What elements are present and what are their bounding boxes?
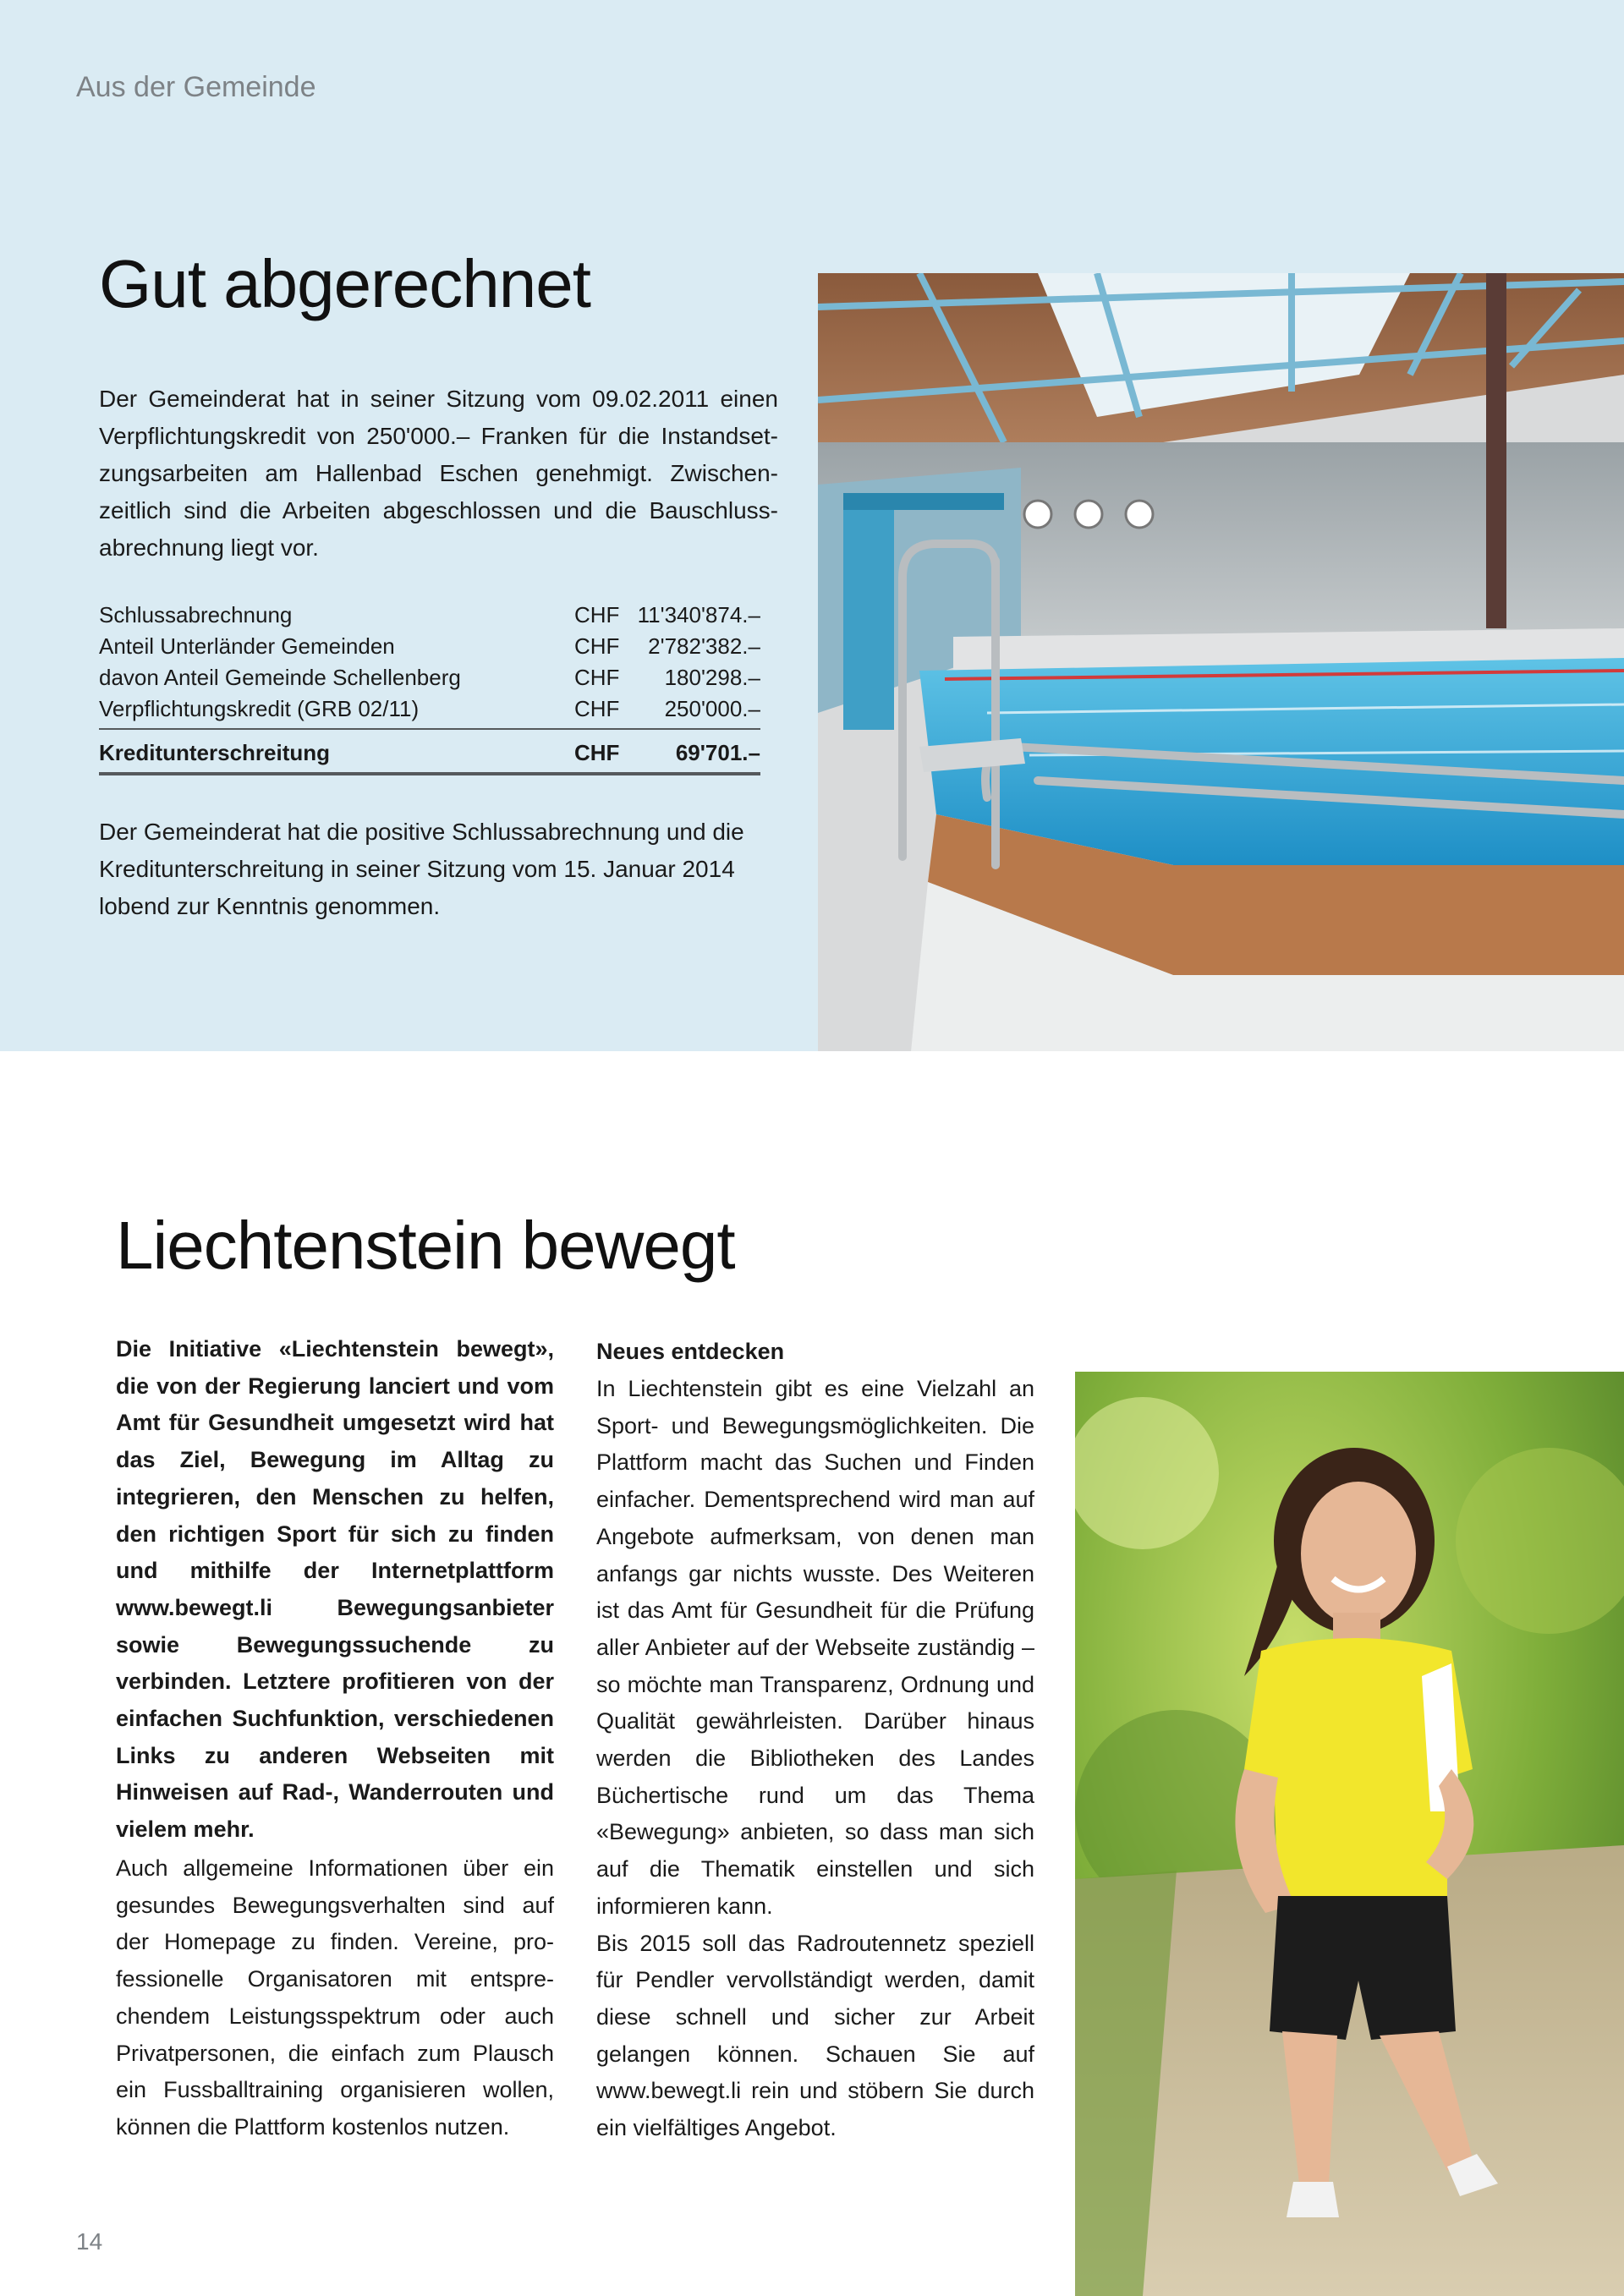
table-cell-amount: 250'000.– [664, 696, 760, 721]
table-row [99, 662, 760, 693]
table-cell-label: Anteil Unterländer Gemeinden [99, 633, 395, 659]
article1-intro-paragraph: Der Gemeinderat hat in seiner Sitzung vom 09.02.2011 einen Verpflichtungskredit von 250'000.– Franken für die Instandsetzungsarbeiten am Hallenbad Eschen genehmigt. Zwischenzeitlich sind die Arbeiten abgeschlossen und die Bauschlussabrechnung liegt vor. [99, 386, 778, 561]
indoor-pool-photo [818, 273, 1624, 1051]
table-cell-currency: CHF [574, 633, 620, 659]
table-row [99, 631, 760, 662]
total-amount: 69'701.– [625, 729, 760, 774]
total-currency: CHF [574, 729, 625, 774]
total-label: Kreditunterschreitung [99, 729, 574, 774]
financial-summary-table [99, 600, 760, 775]
table-row [99, 693, 760, 729]
table-cell-label: Schlussabrechnung [99, 602, 293, 627]
page-number: 14 [76, 2228, 103, 2255]
table-cell-currency: CHF [574, 665, 620, 690]
subheading-neues-entdecken: Neues entdecken [596, 1339, 785, 1364]
right-column-paragraph-2: Bis 2015 soll das Radroutennetz speziell für Pendler vervollständigt werden, damit diese schnell und sicher zur Arbeit gelangen können. Schauen Sie auf www.bewegt.li rein und stöbern Sie durch ein vielfältiges Angebot. [596, 1930, 1034, 2141]
table-cell-currency: CHF [574, 696, 620, 721]
article2-second-paragraph: Auch allgemeine Informationen über ein gesundes Bewegungsverhalten sind auf der Homepage zu finden. Vereine, professionelle Organisatoren mit entsprechendem Leistungsspektrum oder auch Privatpersonen, die einfach zum Plausch ein Fussballtraining organisieren wollen, können die Plattform kostenlos nutzen. [116, 1855, 554, 2140]
table-cell-label: davon Anteil Gemeinde Schellenberg [99, 665, 461, 690]
table-cell-amount: 180'298.– [664, 665, 760, 690]
right-column-paragraph-1: In Liechtenstein gibt es eine Vielzahl an Sport- und Bewegungsmöglichkeiten. Die Plattform macht das Suchen und Finden einfacher. Dementsprechend wird man auf Angebote aufmerksam, von denen man anfangs gar nichts wusste. Des Weiteren ist das Amt für Gesundheit für die Prüfung aller Anbieter auf der Webseite zuständig – so möchte man Transparenz, Ordnung und Qualität gewährleisten. Darüber hinaus werden die Bibliotheken des Landes Büchertische rund um das Thema «Bewegung» anbieten, so dass man sich auf die Thematik einstellen und sich informieren kann. [596, 1376, 1034, 1919]
table-cell-amount: 11'340'874.– [637, 602, 760, 627]
table-total-row [99, 729, 760, 774]
article-title-liechtenstein-bewegt: Liechtenstein bewegt [116, 1208, 735, 1283]
article2-lead-paragraph: Die Initiative «Liechtenstein bewegt», die von der Regierung lanciert und vom Amt für Gesundheit umgesetzt wird hat das Ziel, Bewegung im Alltag zu integrieren, den Menschen zu helfen, den richtigen Sport für sich zu finden und mithilfe der Internetplattform www.bewegt.li Bewegungsanbieter sowie Bewegungssuchende zu verbinden. Letztere profitieren von der einfachen Suchfunktion, verschiedenen Links zu anderen Webseiten mit Hinweisen auf Rad-, Wanderrouten und vielem mehr. [116, 1336, 554, 1843]
article-title-gut-abgerechnet: Gut abgerechnet [99, 246, 590, 321]
table-cell-label: Verpflichtungskredit (GRB 02/11) [99, 696, 420, 721]
article2-right-column [596, 1371, 1034, 2147]
table-cell-amount: 2'782'382.– [648, 633, 760, 659]
table-cell-currency: CHF [574, 602, 620, 627]
jogging-woman-photo [1075, 1372, 1624, 2296]
section-label: Aus der Gemeinde [76, 71, 316, 103]
article1-closing-paragraph: Der Gemeinderat hat die positive Schlussabrechnung und die Kreditunterschreitung in seiner Sitzung vom 15. Januar 2014 lobend zur Kenntnis genommen. [99, 819, 744, 919]
table-row [99, 600, 760, 631]
